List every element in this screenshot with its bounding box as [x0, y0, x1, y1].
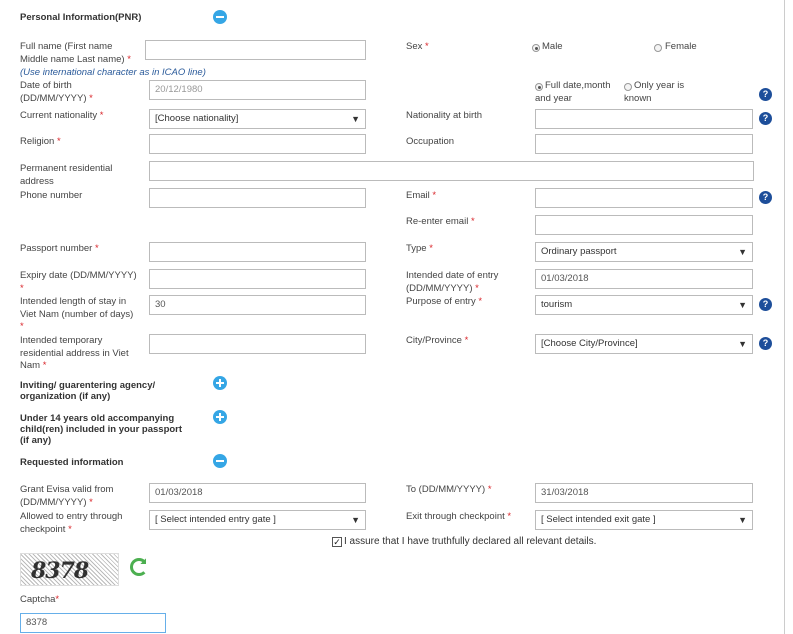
passport-label: Passport number *	[20, 243, 99, 254]
religion-label: Religion *	[20, 136, 61, 147]
purpose-label: Purpose of entry *	[406, 296, 483, 307]
type-select[interactable]: Ordinary passport ▼	[535, 242, 753, 262]
sex-male-radio[interactable]	[532, 44, 540, 52]
address-label: Permanent residential address	[20, 163, 113, 187]
expiry-input[interactable]	[149, 269, 366, 289]
collapse-personal-icon[interactable]	[213, 10, 227, 24]
valid-from-label: Grant Evisa valid from (DD/MM/YYYY) *	[20, 484, 114, 508]
chevron-down-icon: ▼	[738, 300, 747, 310]
valid-from-input[interactable]: 01/03/2018	[149, 483, 366, 503]
full-name-note: (Use international character as in ICAO line)	[20, 67, 206, 78]
chevron-down-icon: ▼	[738, 247, 747, 257]
dob-input[interactable]: 20/12/1980	[149, 80, 366, 100]
reemail-label: Re-enter email *	[406, 216, 475, 227]
city-select[interactable]: [Choose City/Province] ▼	[535, 334, 753, 354]
nationality-select[interactable]: [Choose nationality] ▼	[149, 109, 366, 129]
exit-gate-select[interactable]: [ Select intended exit gate ] ▼	[535, 510, 753, 530]
email-input[interactable]	[535, 188, 753, 208]
chevron-down-icon: ▼	[738, 339, 747, 349]
expand-children-icon[interactable]	[213, 410, 227, 424]
sex-female-label: Female	[665, 41, 697, 52]
expiry-label: Expiry date (DD/MM/YYYY) *	[20, 270, 137, 294]
full-name-label: Full name (First name Middle name Last name) *	[20, 41, 131, 65]
assurance-checkbox[interactable]: ✓	[333, 537, 341, 547]
temp-address-label: Intended temporary residential address in Viet Nam *	[20, 335, 129, 371]
full-name-input[interactable]	[145, 40, 366, 60]
occupation-label: Occupation	[406, 136, 455, 147]
chevron-down-icon: ▼	[738, 515, 747, 525]
occupation-input[interactable]	[535, 134, 753, 154]
dob-label: Date of birth (DD/MM/YYYY) *	[20, 80, 93, 104]
religion-input[interactable]	[149, 134, 366, 154]
assurance-label: I assure that I have truthfully declared all relevant details.	[344, 536, 597, 547]
refresh-icon[interactable]	[130, 558, 148, 576]
type-label: Type *	[406, 243, 433, 254]
city-help-icon[interactable]: ?	[759, 337, 772, 350]
entry-gate-label: Allowed to entry through checkpoint *	[20, 511, 123, 535]
phone-input[interactable]	[149, 188, 366, 208]
sex-label: Sex *	[406, 41, 429, 52]
collapse-requested-icon[interactable]	[213, 454, 227, 468]
stay-input[interactable]: 30	[149, 295, 366, 315]
to-input[interactable]: 31/03/2018	[535, 483, 753, 503]
entry-date-input[interactable]: 01/03/2018	[535, 269, 753, 289]
dob-help-icon[interactable]: ?	[759, 88, 772, 101]
captcha-image: 8378	[20, 553, 119, 586]
section-personal-title: Personal Information(PNR)	[20, 12, 142, 23]
dob-full-label: Full date,month and year	[535, 80, 611, 104]
temp-address-input[interactable]	[149, 334, 366, 354]
section-requested-title: Requested information	[20, 457, 124, 468]
purpose-help-icon[interactable]: ?	[759, 298, 772, 311]
to-label: To (DD/MM/YYYY) *	[406, 484, 492, 495]
nationality-birth-label: Nationality at birth	[406, 110, 483, 121]
exit-gate-label: Exit through checkpoint *	[406, 511, 512, 522]
chevron-down-icon: ▼	[351, 114, 360, 124]
captcha-label: Captcha*	[20, 594, 60, 605]
dob-year-label: Only year is known	[624, 80, 685, 104]
phone-label: Phone number	[20, 190, 83, 201]
address-input[interactable]	[149, 161, 754, 181]
sex-male-label: Male	[542, 41, 563, 52]
email-help-icon[interactable]: ?	[759, 191, 772, 204]
entry-gate-select[interactable]: [ Select intended entry gate ] ▼	[149, 510, 366, 530]
section-children-title: Under 14 years old accompanying child(ren) included in your passport (if any)	[20, 413, 183, 446]
sex-female-radio[interactable]	[654, 44, 662, 52]
nationality-birth-input[interactable]	[535, 109, 753, 129]
expand-inviting-icon[interactable]	[213, 376, 227, 390]
passport-input[interactable]	[149, 242, 366, 262]
nationality-label: Current nationality *	[20, 110, 104, 121]
nationality-help-icon[interactable]: ?	[759, 112, 772, 125]
chevron-down-icon: ▼	[351, 515, 360, 525]
entry-date-label: Intended date of entry (DD/MM/YYYY) *	[406, 270, 499, 294]
purpose-select[interactable]: tourism ▼	[535, 295, 753, 315]
reemail-input[interactable]	[535, 215, 753, 235]
captcha-input[interactable]: 8378	[20, 613, 166, 633]
stay-label: Intended length of stay in Viet Nam (number of days) *	[20, 296, 134, 332]
city-label: City/Province *	[406, 335, 469, 346]
section-inviting-title: Inviting/ guarentering agency/ organization (if any)	[20, 380, 156, 402]
email-label: Email *	[406, 190, 437, 201]
